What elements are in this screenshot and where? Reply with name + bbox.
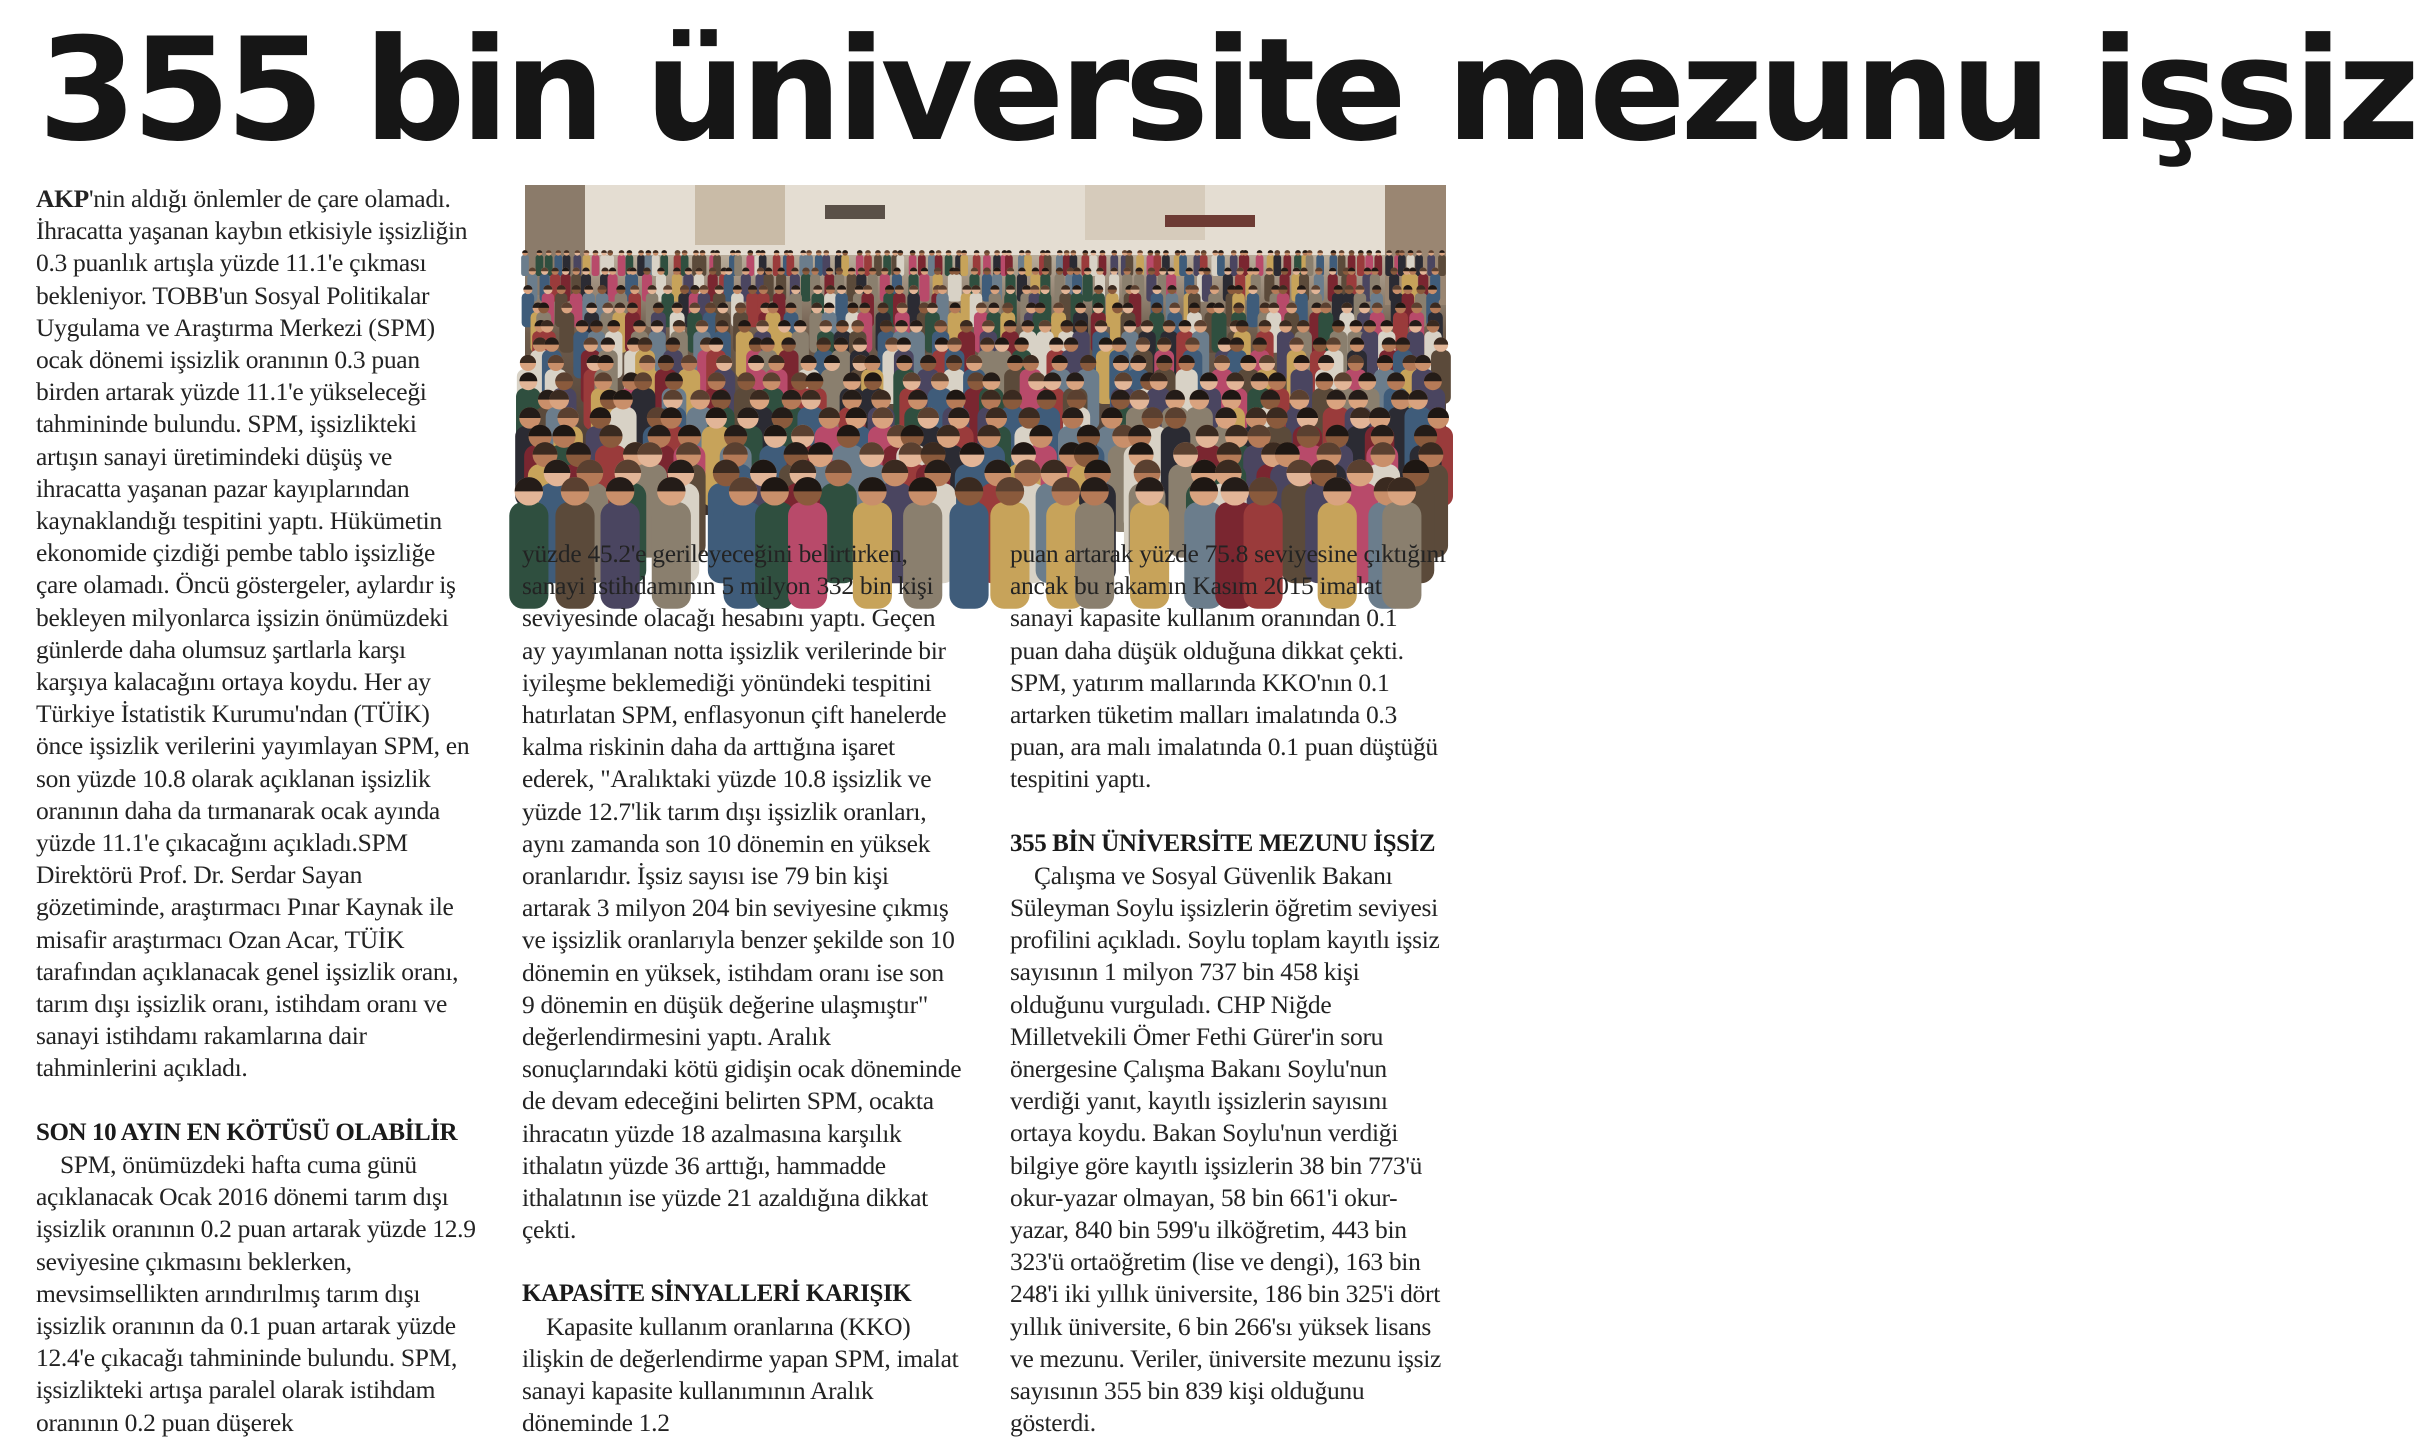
crowd-person-body xyxy=(1217,255,1225,276)
spacer xyxy=(522,1246,962,1278)
crowd-person-body xyxy=(801,274,811,302)
crowd-person-body xyxy=(952,274,962,302)
subhead-355-bin: 355 BİN ÜNİVERSİTE MEZUNU İŞSİZ xyxy=(1010,829,1436,857)
crowd-person-body xyxy=(1438,255,1446,276)
crowd-photo xyxy=(525,185,1446,515)
subhead-son-10-ayin: SON 10 AYIN EN KÖTÜSÜ OLABİLİR xyxy=(36,1118,458,1146)
crowd-person-body xyxy=(1273,255,1281,276)
article-column-1 xyxy=(36,183,478,1439)
spacer xyxy=(36,1085,478,1117)
intro-paragraph xyxy=(36,183,478,1085)
article-column-3 xyxy=(1010,538,1450,1439)
crowd-person-hair xyxy=(1032,268,1039,272)
crowd-person-body xyxy=(1024,255,1032,276)
crowd-person-hair xyxy=(733,285,742,290)
crowd-person-body xyxy=(618,255,626,276)
crowd-illustration xyxy=(525,185,1446,515)
headline: 355 bin üniversite mezunu işsiz xyxy=(38,8,2415,173)
crowd-person-hair xyxy=(848,268,855,272)
crowd-person-body xyxy=(1357,255,1365,276)
article-column-2 xyxy=(522,538,962,1439)
crowd-person-body xyxy=(960,255,968,276)
crowd-person-body xyxy=(919,274,929,302)
body-paragraph: Çalışma ve Sosyal Güvenlik Bakanı Süleyman Soylu işsizlerin öğretim seviyesi profilini açıkladı. Soylu toplam kayıtlı işsiz sayısının 1 milyon 737 bin 458 kişi olduğunu vurguladı. CHP Niğde Milletvekili Ömer Fethi Gürer'in soru önergesine Çalışma Bakanı Soylu'nun verdiği yanıt, kayıtlı işsizlerin sayısını ortaya koydu. Bakan Soylu'nun verdiği bilgiye göre kayıtlı işsizlerin 38 bin 773'ü okur-yazar olmayan, 58 bin 661'i okur-yazar, 840 bin 599'u ilköğretim, 443 bin 323'ü ortaöğretim (lise ve dengi), 163 bin 248'i iki yıllık üniversite, 186 bin 325'i dört yıllık üniversite, 6 bin 266'sı yüksek lisans ve mezunu. Veriler, üniversite mezunu işsiz sayısının 355 bin 839 kişi olduğunu gösterdi. xyxy=(1010,860,1442,1438)
crowd-person-body xyxy=(1179,255,1187,276)
spacer xyxy=(1010,796,1450,828)
body-paragraph: Kapasite kullanım oranlarına (KKO) ilişkin de değerlendirme yapan SPM, imalat sanayi kapasite kullanımının Aralık döneminde 1.2 xyxy=(522,1311,959,1438)
intro-text: 'nin aldığı önlemler de çare olamadı. İhracatta yaşanan kaybın etkisiyle işsizliğin 0.3 puanlık artışla yüzde 11.1'e çıkması bekleniyor. TOBB'un Sosyal Politikalar Uygulama ve Araştırma Merkezi (SPM) ocak dönemi işsizlik oranının 0.3 puan birden artarak yüzde 11.1'e yükseleceği tahmininde bulundu. SPM, işsizlikteki artışın sanayi üretimindeki düşüş ve ihracatta yaşanan pazar kayıplarından kaynaklandığı tespitini yaptı. Hükümetin ekonomide çizdiği pembe tablo işsizliğe çare olamadı. Öncü göstergeler, aylardır iş bekleyen milyonlarca işsizin önümüzdeki günlerde daha olumsuz şartlarla karşı karşıya kalacağını ortaya koydu. Her ay Türkiye İstatistik Kurumu'ndan (TÜİK) önce işsizlik verilerini yayımlayan SPM, en son yüzde 10.8 olarak açıklanan işsizlik oranının daha da tırmanarak ocak ayında yüzde 11.1'e çıkacağını açıkladı.SPM Direktörü Prof. Dr. Serdar Sayan gözetiminde, araştırmacı Pınar Kaynak ile misafir araştırmacı Ozan Acar, TÜİK tarafından açıklanacak genel işsizlik oranı, tarım dışı işsizlik oranı, istihdam oranı ve sanayi istihdamı rakamlarına dair tahminlerini açıkladı. xyxy=(36,184,470,1083)
crowd-person-body xyxy=(1083,274,1093,302)
body-paragraph: SPM, önümüzdeki hafta cuma günü açıklanacak Ocak 2016 dönemi tarım dışı işsizlik oranının 0.2 puan artarak yüzde 12.9 seviyesine çıkmasını beklerken, mevsimsellikten arındırılmış tarım dışı işsizlik oranının da 0.1 puan artarak yüzde 12.4'e çıkacağı tahmininde bulundu. SPM, işsizlikteki artışa paralel olarak istihdam oranının 0.2 puan düşerek xyxy=(36,1149,476,1437)
crowd-person-hair xyxy=(950,302,961,307)
crowd-person-body xyxy=(559,312,574,353)
body-paragraph: puan artarak yüzde 75.8 seviyesine çıktığını ancak bu rakamın Kasım 2015 imalat sanayi kapasite kullanım oranından 0.1 puan daha düşük olduğuna dikkat çekti. SPM, yatırım mallarında KKO'nın 0.1 artarken tüketim malları imalatında 0.3 puan, ara malı imalatında 0.1 puan düştüğü tespitini yaptı. xyxy=(1010,539,1446,794)
lead-bold: AKP xyxy=(36,184,89,213)
crowd-person-body xyxy=(734,255,742,276)
crowd-person-body xyxy=(1247,293,1260,327)
crowd-person-body xyxy=(592,255,600,276)
body-paragraph: yüzde 45.2'e gerileyeceğini belirtirken, sanayi istihdamının 5 milyon 332 bin kişi seviyesinde olacağı hesabını yaptı. Geçen ay yayımlanan notta işsizlik verilerinde bir iyileşme beklemediği yönündeki tespitini hatırlatan SPM, enflasyonun çift hanelerde kalma riskinin daha da arttığına işaret ederek, "Aralıktaki yüzde 10.8 işsizlik ve yüzde 12.7'lik tarım dışı işsizlik oranları, aynı zamanda son 10 dönemin en yüksek oranlarıdır. İşsiz sayısı ise 79 bin kişi artarak 3 milyon 204 bin seviyesine çıkmış ve işsizlik oranlarıyla benzer şekilde son 10 dönemin en yüksek, istihdam oranı ise son 9 dönemin en düşük değerine ulaşmıştır" değerlendirmesini yaptı. Aralık sonuçlarındaki kötü gidişin ocak döneminde de devam edeceğini belirten SPM, ocakta ihracatın yüzde 18 azalmasına karşılık ithalatın yüzde 36 arttığı, hammadde ithalatının ise yüzde 21 azaldığına dikkat çekti. xyxy=(522,539,962,1245)
crowd-person-body xyxy=(521,255,529,276)
crowd-person-hair xyxy=(616,285,625,290)
subhead-kapasite: KAPASİTE SİNYALLERİ KARIŞIK xyxy=(522,1280,912,1308)
